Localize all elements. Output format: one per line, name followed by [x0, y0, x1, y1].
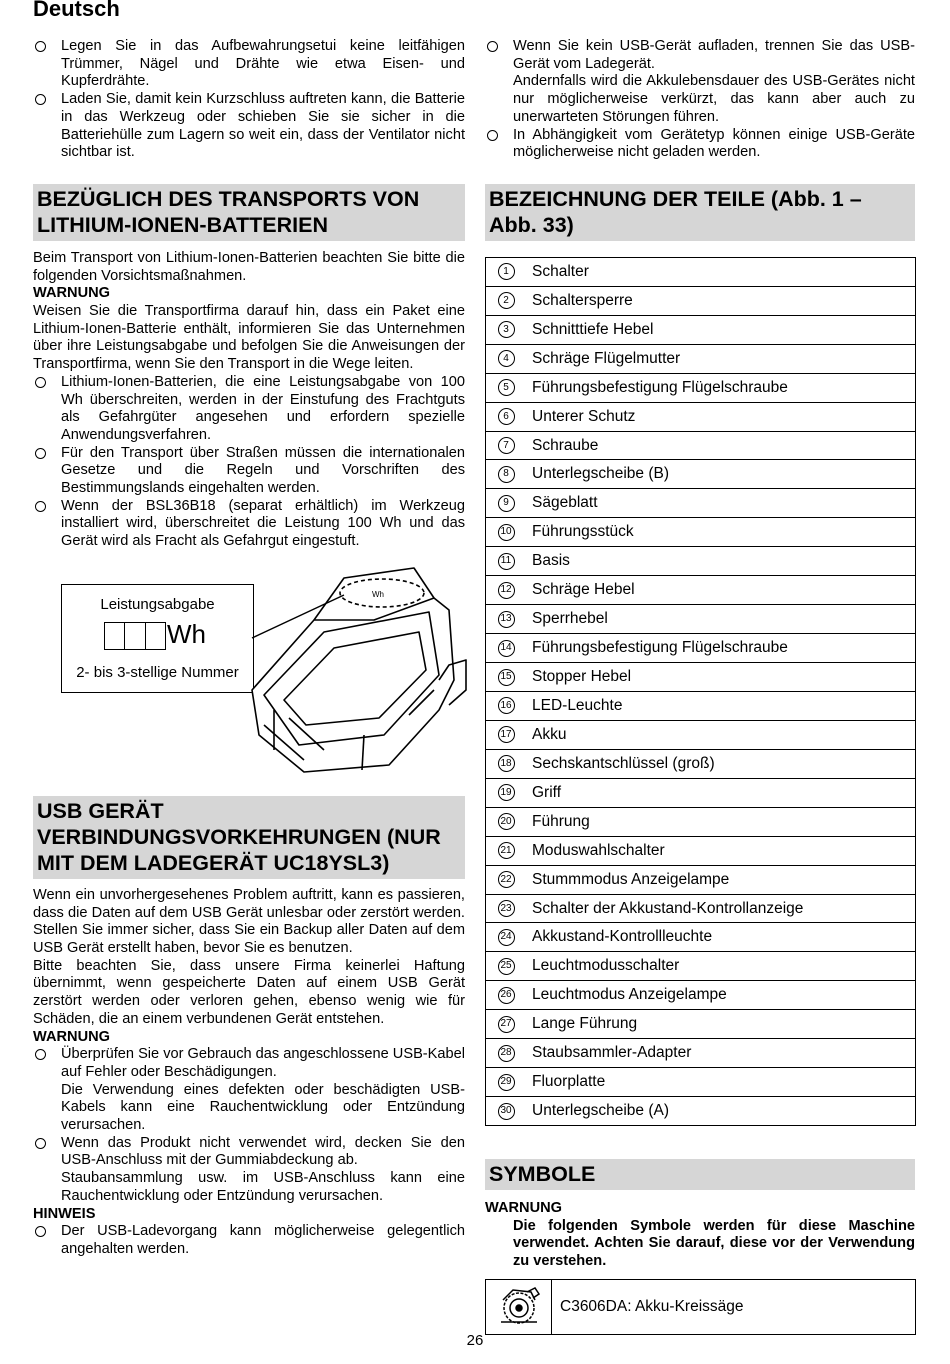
usb-warning-bullet-2-detail: Staubansammlung usw. im USB-Anschluss kann eine Rauchentwicklung oder Entzündung verursachen. — [61, 1170, 465, 1204]
part-number: 13 — [498, 611, 515, 628]
transport-intro: Beim Transport von Lithium-Ionen-Batterien beachten Sie bitte die folgenden Vorsichtsmaßnahmen. — [33, 249, 465, 284]
parts-heading: BEZEICHNUNG DER TEILE (Abb. 1 – Abb. 33) — [485, 184, 915, 241]
usb-unplug-bullet: Wenn Sie kein USB-Gerät aufladen, trennen Sie das USB-Gerät vom Ladegerät. — [485, 38, 915, 73]
usb-device-type-bullet: In Abhängigkeit vom Gerätetyp können einige USB-Geräte möglicherweise nicht geladen werden. — [485, 127, 915, 162]
output-label-note: 2- bis 3-stellige Nummer — [76, 663, 239, 681]
parts-table-row — [486, 1039, 915, 1068]
part-label: Schräge Hebel — [532, 581, 635, 599]
parts-table-row — [486, 1068, 915, 1097]
part-label: Akku — [532, 725, 567, 743]
part-label: Schalter — [532, 262, 589, 280]
part-number: 4 — [498, 350, 515, 367]
parts-table-row — [486, 287, 915, 316]
part-label: Schalter der Akkustand-Kontrollanzeige — [532, 899, 804, 917]
part-number-cell — [486, 900, 526, 917]
parts-table-row — [486, 952, 915, 981]
part-number-cell — [486, 321, 526, 338]
parts-table-row — [486, 837, 915, 866]
usb-para-1: Wenn ein unvorhergesehenes Problem auftritt, kann es passieren, dass die Daten auf dem USB Gerät unlesbar oder zerstört werden. Stellen Sie immer sicher, dass Sie ein Backup aller Daten auf dem USB Gerät erstellt haben, bevor Sie es benutzen. — [33, 886, 465, 956]
part-number-cell — [486, 553, 526, 570]
part-label: Unterer Schutz — [532, 407, 636, 425]
usb-warning-bullet-2: Wenn das Produkt nicht verwendet wird, decken Sie den USB-Anschluss mit der Gummiabdeckung ab. — [33, 1135, 465, 1170]
part-label: Stummmodus Anzeigelampe — [532, 870, 730, 888]
part-number-cell — [486, 1016, 526, 1033]
part-number-cell — [486, 813, 526, 830]
part-number: 25 — [498, 958, 515, 975]
battery-wh-label: Wh — [372, 589, 384, 599]
part-label: Staubsammler-Adapter — [532, 1044, 692, 1062]
parts-table-row — [486, 258, 915, 287]
parts-table-row — [486, 605, 915, 634]
parts-table-row — [486, 663, 915, 692]
part-label: Moduswahlschalter — [532, 841, 665, 859]
part-number: 15 — [498, 669, 515, 686]
part-number-cell — [486, 987, 526, 1004]
battery-figure — [33, 560, 465, 782]
part-label: Führung — [532, 812, 590, 830]
part-number-cell — [486, 726, 526, 743]
parts-table-row — [486, 403, 915, 432]
part-label: Leuchtmodus Anzeigelampe — [532, 986, 727, 1004]
parts-table-row — [486, 547, 915, 576]
part-number-cell — [486, 958, 526, 975]
usb-note-bullet-1: Der USB-Ladevorgang kann möglicherweise gelegentlich angehalten werden. — [33, 1223, 465, 1258]
part-label: Führungsstück — [532, 523, 634, 541]
part-number: 3 — [498, 321, 515, 338]
part-label: Schräge Flügelmutter — [532, 349, 681, 367]
storage-bullet-1: Legen Sie in das Aufbewahrungsetui keine leitfähigen Trümmer, Nägel und Drähte wie etwa Eisen- und Kupferdrähte. — [33, 38, 465, 91]
part-label: Sperrhebel — [532, 610, 608, 628]
parts-table-row — [486, 316, 915, 345]
part-number: 10 — [498, 524, 515, 541]
part-number-cell — [486, 669, 526, 686]
part-number: 28 — [498, 1045, 515, 1062]
usb-para-2: Bitte beachten Sie, dass unsere Firma keinerlei Haftung übernimmt, wenn gespeicherte Daten auf einem USB Gerät zerstört werden oder verloren gehen, ebenso wenig wie für Schäden, die an einem verbundenen Gerät entstehen. — [33, 957, 465, 1027]
part-number: 11 — [498, 553, 515, 570]
transport-warning-label: WARNUNG — [33, 285, 111, 302]
usb-note-label: HINWEIS — [33, 1205, 96, 1222]
part-number-cell — [486, 611, 526, 628]
symbols-heading: SYMBOLE — [485, 1159, 915, 1190]
transport-bullet-3: Wenn der BSL36B18 (separat erhältlich) im Werkzeug installiert wird, überschreitet die Leistung 100 Wh und das Gerät wird als Fracht als Gefahrgut eingestuft. — [33, 498, 465, 551]
parts-table-row — [486, 518, 915, 547]
part-label: Fluorplatte — [532, 1073, 606, 1091]
part-number: 2 — [498, 292, 515, 309]
part-number: 14 — [498, 640, 515, 657]
usb-heading: USB GERÄT VERBINDUNGSVORKEHRUNGEN (NUR MIT DEM LADEGERÄT UC18YSL3) — [33, 796, 465, 879]
part-number: 19 — [498, 784, 515, 801]
page-header-language: Deutsch — [33, 0, 120, 21]
symbol-label: C3606DA: Akku-Kreissäge — [560, 1297, 744, 1315]
part-number: 23 — [498, 900, 515, 917]
part-number: 26 — [498, 987, 515, 1004]
part-number-cell — [486, 871, 526, 888]
part-number: 27 — [498, 1016, 515, 1033]
parts-table-row — [486, 721, 915, 750]
digit-boxes — [104, 622, 166, 650]
parts-table-row — [486, 779, 915, 808]
part-label: Unterlegscheibe (A) — [532, 1102, 669, 1120]
parts-table-row — [486, 923, 915, 952]
parts-table-row — [486, 634, 915, 663]
part-number-cell — [486, 263, 526, 280]
part-label: LED-Leuchte — [532, 696, 623, 714]
parts-table-row — [486, 1010, 915, 1039]
part-number: 7 — [498, 437, 515, 454]
part-label: Sägeblatt — [532, 494, 598, 512]
part-label: Schraube — [532, 436, 599, 454]
output-unit: Wh — [167, 618, 206, 649]
part-number-cell — [486, 784, 526, 801]
part-number-cell — [486, 379, 526, 396]
parts-table-row — [486, 895, 915, 924]
part-number: 1 — [498, 263, 515, 280]
part-label: Leuchtmodusschalter — [532, 957, 680, 975]
right-column — [485, 38, 915, 1335]
part-label: Basis — [532, 552, 570, 570]
part-number-cell — [486, 466, 526, 483]
parts-table-row — [486, 808, 915, 837]
battery-pack-illustration — [244, 560, 470, 782]
part-label: Griff — [532, 783, 561, 801]
parts-table-row — [486, 576, 915, 605]
left-column — [33, 38, 465, 1259]
part-number: 6 — [498, 408, 515, 425]
part-number-cell — [486, 1045, 526, 1062]
part-number: 9 — [498, 495, 515, 512]
parts-table-row — [486, 432, 915, 461]
part-number: 30 — [498, 1103, 515, 1120]
part-label: Führungsbefestigung Flügelschraube — [532, 378, 788, 396]
part-label: Unterlegscheibe (B) — [532, 465, 669, 483]
part-number: 18 — [498, 755, 515, 772]
symbols-warning-label: WARNUNG — [485, 1200, 563, 1217]
part-number: 22 — [498, 871, 515, 888]
parts-table-row — [486, 460, 915, 489]
parts-table-row — [486, 1097, 915, 1125]
part-label: Sechskantschlüssel (groß) — [532, 754, 715, 772]
part-label: Akkustand-Kontrollleuchte — [532, 928, 713, 946]
parts-table-row — [486, 750, 915, 779]
part-number: 5 — [498, 379, 515, 396]
parts-table-row — [486, 489, 915, 518]
parts-table — [485, 257, 916, 1126]
part-label: Führungsbefestigung Flügelschraube — [532, 639, 788, 657]
part-number-cell — [486, 292, 526, 309]
symbols-warning-text: Die folgenden Symbole werden für diese Maschine verwendet. Achten Sie darauf, diese vor der Verwendung zu verstehen. — [513, 1217, 915, 1270]
transport-warning-text: Weisen Sie die Transportfirma darauf hin, dass ein Paket eine Lithium-Ionen-Batterie enthält, informieren Sie das Unternehmen über ihre Leistungsabgabe und befolgen Sie die Anweisungen der Transportfirma, wenn Sie den Transport in die Wege leiten. — [33, 303, 465, 373]
part-number: 21 — [498, 842, 515, 859]
part-number-cell — [486, 437, 526, 454]
part-number-cell — [486, 408, 526, 425]
part-number: 12 — [498, 582, 515, 599]
part-number: 24 — [498, 929, 515, 946]
circular-saw-icon — [486, 1280, 552, 1334]
part-label: Schnitttiefe Hebel — [532, 320, 654, 338]
transport-bullet-1: Lithium-Ionen-Batterien, die eine Leistungsabgabe von 100 Wh überschreiten, werden in der Einstufung des Frachtguts als Gefahrgüter angesehen und erfordern spezielle Anwendungsverfahren. — [33, 374, 465, 445]
page-number: 26 — [466, 1332, 484, 1349]
usb-unplug-detail: Andernfalls wird die Akkulebensdauer des USB-Gerätes nicht nur möglicherweise verkürzt, das kann aber auch zu unerwarteten Störungen führen. — [513, 73, 915, 125]
part-number-cell — [486, 1074, 526, 1091]
part-number-cell — [486, 755, 526, 772]
parts-table-row — [486, 981, 915, 1010]
part-label: Lange Führung — [532, 1015, 638, 1033]
parts-table-row — [486, 692, 915, 721]
usb-warning-label: WARNUNG — [33, 1028, 111, 1045]
output-label-box — [61, 584, 254, 693]
part-number: 20 — [498, 813, 515, 830]
output-label-title: Leistungsabgabe — [100, 595, 215, 613]
part-label: Schaltersperre — [532, 291, 633, 309]
part-label: Stopper Hebel — [532, 668, 632, 686]
part-number: 16 — [498, 697, 515, 714]
part-number-cell — [486, 495, 526, 512]
usb-warning-bullet-1-detail: Die Verwendung eines defekten oder beschädigten USB-Kabels kann eine Rauchentwicklung oder Entzündung verursachen. — [61, 1081, 465, 1134]
storage-bullet-2: Laden Sie, damit kein Kurzschluss auftreten kann, die Batterie in das Werkzeug oder schieben Sie sie sicher in die Batteriehülle zum Lagern so weit ein, dass der Ventilator nicht sichtbar ist. — [33, 91, 465, 162]
part-number-cell — [486, 1103, 526, 1120]
part-number-cell — [486, 842, 526, 859]
part-number-cell — [486, 640, 526, 657]
part-number: 8 — [498, 466, 515, 483]
symbol-table — [485, 1279, 916, 1335]
parts-table-row — [486, 374, 915, 403]
part-number-cell — [486, 350, 526, 367]
part-number: 17 — [498, 726, 515, 743]
part-number: 29 — [498, 1074, 515, 1091]
part-number-cell — [486, 582, 526, 599]
usb-warning-bullet-1: Überprüfen Sie vor Gebrauch das angeschlossene USB-Kabel auf Fehler oder Beschädigungen. — [33, 1046, 465, 1081]
transport-heading: BEZÜGLICH DES TRANSPORTS VON LITHIUM-IONEN-BATTERIEN — [33, 184, 465, 241]
part-number-cell — [486, 697, 526, 714]
part-number-cell — [486, 929, 526, 946]
part-number-cell — [486, 524, 526, 541]
parts-table-row — [486, 345, 915, 374]
parts-table-row — [486, 866, 915, 895]
transport-bullet-2: Für den Transport über Straßen müssen die internationalen Gesetze und die Regeln und Vorschriften des Bestimmungslands eingehalten werden. — [33, 445, 465, 498]
